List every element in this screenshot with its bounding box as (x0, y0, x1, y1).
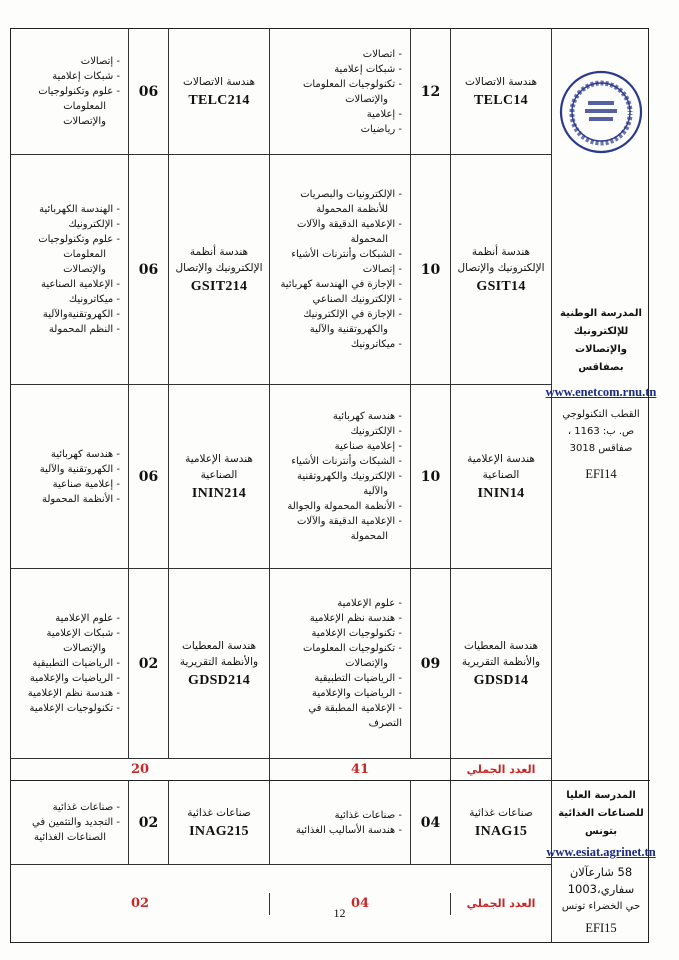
institution-url[interactable]: www.esiat.agrinet.tn (546, 845, 656, 859)
bullet-dash: - (395, 78, 402, 90)
specialty-code: GDSD214 (188, 673, 250, 688)
subject-text: هندسة نظم الإعلامية (27, 688, 114, 699)
list-item (274, 409, 402, 424)
bullet-dash: - (395, 673, 402, 684)
address-line: القطب التكنولوجي (562, 409, 640, 420)
bullet-dash: - (113, 673, 120, 684)
bullet-dash: - (395, 628, 402, 639)
places-count: 06 (128, 385, 168, 569)
specialty-name: هندسة المعطيات والأنظمة التقريرية (461, 640, 541, 668)
specialty (450, 569, 551, 759)
list-item (15, 686, 120, 701)
bullet-dash: - (113, 628, 120, 639)
places-count: 12 (410, 29, 450, 155)
bullet-dash: - (113, 493, 120, 505)
subject-text: المعلومات (63, 101, 106, 112)
bullet-dash: - (113, 71, 120, 82)
places-count: 10 (410, 155, 450, 385)
subject-text: الإلكترونيك والكهروتقنية (297, 471, 396, 482)
subject-text: علوم الإعلامية (337, 598, 396, 609)
bullet-dash: - (395, 63, 402, 75)
subject-text: الشبكات وأنترنات الأشياء (291, 249, 396, 260)
bullet-dash: - (395, 688, 402, 699)
subject-text: ميكاترونيك (68, 294, 114, 305)
subject-text: الإعلامية الصناعية (40, 279, 114, 290)
institution-name: المدرسة الوطنية للإلكترونيك والإتصالات بصفاقس (560, 308, 642, 373)
list-item (15, 815, 120, 830)
list-item (15, 626, 120, 641)
subject-text: هندسة الأساليب الغذائية (295, 824, 396, 836)
subject-text: علوم الإعلامية (55, 613, 114, 624)
list-item (1, 99, 120, 114)
specialty-name: هندسة أنظمة الإلكترونيك والإتصال (175, 246, 263, 274)
list-item (15, 492, 120, 507)
list-item (260, 92, 402, 107)
bullet-dash: - (113, 234, 120, 245)
subjects-list (11, 569, 128, 759)
subject-text: تكنولوجيات المعلومات (302, 78, 396, 90)
subjects-list (11, 781, 128, 865)
bullet-dash: - (395, 643, 402, 654)
subject-text: الكهروتقنية والآلية (39, 463, 114, 475)
bullet-dash: - (113, 279, 120, 290)
list-item (15, 69, 120, 84)
total-label: العدد الجملي (450, 893, 551, 915)
subject-text: والإتصالات (63, 116, 106, 127)
subject-text: رياضيات (360, 123, 396, 135)
list-item (274, 217, 402, 232)
subject-text: والإتصالات (345, 658, 388, 669)
bullet-dash: - (395, 339, 402, 350)
bullet-dash: - (395, 471, 402, 482)
subject-text: الأنظمة المحمولة (41, 493, 114, 505)
list-item (15, 232, 120, 247)
bullet-dash: - (113, 86, 120, 97)
subjects-list (11, 385, 128, 569)
subject-text: شبكات الإعلامية (46, 628, 114, 639)
bullet-dash: - (113, 448, 120, 460)
list-item (1, 262, 120, 277)
list-item (15, 322, 120, 337)
subject-text: والآلية (363, 486, 388, 497)
list-item (274, 596, 402, 611)
list-item (1, 114, 120, 129)
specialty (450, 29, 551, 155)
list-item (274, 122, 402, 137)
address-line: حي الخضراء تونس (561, 901, 641, 912)
specialty-code: INAG15 (474, 824, 528, 839)
subject-text: تكنولوجيات الإعلامية (311, 628, 396, 639)
list-item (274, 611, 402, 626)
specialty (450, 385, 551, 569)
subject-text: الأنظمة المحمولة والجوالة (287, 501, 396, 512)
institution-code: EFI14 (585, 467, 617, 481)
institution-enetcom (545, 29, 657, 781)
subject-text: النظم المحمولة (48, 324, 114, 335)
subject-text: الإلكترونيك (68, 219, 114, 230)
subject-text: إتصالات (362, 264, 396, 275)
bullet-dash: - (395, 264, 402, 275)
bullet-dash: - (395, 456, 402, 467)
bullet-dash: - (395, 426, 402, 437)
list-item (15, 447, 120, 462)
places-count: 02 (128, 781, 168, 865)
list-item (274, 187, 402, 202)
specialty-code: INAG215 (189, 824, 249, 839)
bullet-dash: - (113, 688, 120, 699)
subject-text: التجديد والتثمين في (32, 817, 114, 828)
list-item (274, 247, 402, 262)
list-item (15, 202, 120, 217)
list-item (260, 484, 402, 499)
institution-code: EFI15 (585, 921, 617, 935)
places-count: 09 (410, 569, 450, 759)
specialty-name: هندسة المعطيات والأنظمة التقريرية (179, 640, 259, 668)
specialty-name: هندسة الإعلامية الصناعية (185, 453, 253, 481)
list-item (274, 626, 402, 641)
subject-text: ميكاترونيك (350, 339, 396, 350)
list-item (15, 656, 120, 671)
bullet-dash: - (395, 219, 402, 230)
specialty-code: ININ14 (477, 486, 525, 501)
subjects-list (269, 29, 410, 155)
specialty (168, 781, 269, 865)
subject-text: والكهروتقنية والآلية (309, 324, 388, 335)
subject-text: شبكات إعلامية (52, 71, 114, 82)
subject-text: شبكات إعلامية (334, 63, 396, 75)
list-item (260, 529, 402, 544)
list-item (274, 514, 402, 529)
bullet-dash: - (395, 279, 402, 290)
list-item (274, 439, 402, 454)
subjects-list (269, 385, 410, 569)
subject-text: للأنظمة المحمولة (316, 204, 388, 215)
bullet-dash: - (113, 817, 120, 828)
list-item (274, 686, 402, 701)
list-item (15, 611, 120, 626)
list-item (274, 337, 402, 352)
subject-text: والإتصالات (345, 93, 388, 105)
bullet-dash: - (113, 802, 120, 813)
list-item (15, 671, 120, 686)
list-item (274, 307, 402, 322)
specialty-name: صناعات غذائية (187, 807, 251, 819)
bullet-dash: - (113, 204, 120, 215)
bullet-dash: - (395, 411, 402, 422)
bullet-dash: - (395, 441, 402, 452)
list-item (274, 469, 402, 484)
list-item (15, 307, 120, 322)
specialty (168, 569, 269, 759)
bullet-dash: - (395, 824, 402, 836)
subjects-list (269, 781, 410, 865)
bullet-dash: - (395, 108, 402, 120)
subject-text: الرياضيات التطبيقية (32, 658, 114, 669)
bullet-dash: - (113, 219, 120, 230)
list-item (1, 830, 120, 845)
subject-text: هندسة كهربائية (332, 411, 396, 422)
bullet-dash: - (113, 294, 120, 305)
list-item (274, 454, 402, 469)
list-item (15, 292, 120, 307)
subject-text: الإعلامية الدقيقة والآلات (296, 516, 396, 527)
subject-text: تكنولوجيات الإعلامية (29, 703, 114, 714)
total-label: العدد الجملي (450, 759, 551, 781)
specialty (168, 155, 269, 385)
bullet-dash: - (113, 703, 120, 714)
subject-text: إتصالات (80, 56, 114, 67)
list-item (15, 462, 120, 477)
subject-text: هندسة نظم الإعلامية (309, 613, 396, 624)
subject-text: والإتصالات (63, 643, 106, 654)
subjects-list (269, 569, 410, 759)
bullet-dash: - (395, 294, 402, 305)
subject-text: الإعلامية المطبقة في التصرف (308, 703, 402, 729)
list-item (274, 823, 402, 838)
bullet-dash: - (113, 309, 120, 320)
total-value-2: 02 (130, 896, 150, 911)
address-line: 58 شارعآلان سفاري،1003 (567, 865, 635, 896)
bullet-dash: - (113, 463, 120, 475)
places-count: 10 (410, 385, 450, 569)
specialty (450, 155, 551, 385)
institution-url[interactable]: www.enetcom.rnu.tn (545, 385, 657, 399)
list-item (274, 499, 402, 514)
bullet-dash: - (113, 56, 120, 67)
bullet-dash: - (113, 324, 120, 335)
bullet-dash: - (395, 501, 402, 512)
bullet-dash: - (395, 189, 402, 200)
bullet-dash: - (113, 613, 120, 624)
list-item (274, 641, 402, 656)
subject-text: الهندسة الكهربائية (39, 204, 114, 215)
list-item (274, 808, 402, 823)
list-item (15, 217, 120, 232)
specialty-code: GSIT214 (190, 279, 248, 294)
places-count: 02 (128, 569, 168, 759)
places-count: 04 (410, 781, 450, 865)
specialty-name: هندسة الإعلامية الصناعية (467, 453, 535, 481)
subject-text: الإلكترونيك (350, 426, 396, 437)
specialty-code: GSIT14 (476, 279, 526, 294)
list-item (15, 477, 120, 492)
subjects-list (11, 155, 128, 385)
specialty (168, 385, 269, 569)
subject-text: اتصالات (362, 48, 396, 60)
subject-text: إعلامية صناعية (334, 441, 396, 452)
list-item (15, 701, 120, 716)
bullet-dash: - (395, 598, 402, 609)
list-item (274, 292, 402, 307)
list-item (1, 641, 120, 656)
bullet-dash: - (395, 613, 402, 624)
subject-text: تكنولوجيات المعلومات (302, 643, 396, 654)
specialty-code: ININ214 (191, 486, 247, 501)
total-value-2: 20 (11, 759, 269, 781)
list-item (274, 424, 402, 439)
bullet-dash: - (395, 516, 402, 527)
list-item (15, 277, 120, 292)
specialty-code: GDSD14 (473, 673, 529, 688)
address-line: ص. ب: 1163 ، صفاقس 3018 (567, 426, 635, 454)
subjects-list (269, 155, 410, 385)
subject-text: الصناعات الغذائية (33, 832, 106, 843)
specialty (450, 781, 551, 865)
subject-text: المحمولة (350, 234, 388, 245)
subject-text: الإجازة في الإلكترونيك (303, 309, 396, 320)
list-item (260, 202, 402, 217)
list-item (274, 277, 402, 292)
subject-text: هندسة كهربائية (50, 448, 114, 460)
institution-name: المدرسة العليا للصناعات الغذائية بتونس (558, 790, 644, 837)
bullet-dash: - (113, 658, 120, 669)
list-item (260, 322, 402, 337)
subject-text: الشبكات وأنترنات الأشياء (291, 456, 396, 467)
list-item (260, 656, 402, 671)
subject-text: الرياضيات والإعلامية (311, 688, 396, 699)
specialty-name: هندسة الاتصالات (183, 76, 255, 88)
list-item (15, 84, 120, 99)
list-item (260, 232, 402, 247)
bullet-dash: - (395, 809, 402, 821)
subject-text: والإتصالات (63, 264, 106, 275)
subject-text: إعلامية (366, 108, 396, 120)
list-item (274, 47, 402, 62)
bullet-dash: - (395, 703, 402, 714)
specialty-name: هندسة الاتصالات (465, 76, 537, 88)
subject-text: صناعات غذائية (334, 809, 396, 821)
list-item (274, 701, 402, 731)
specialty (168, 29, 269, 155)
subject-text: إعلامية صناعية (52, 478, 114, 490)
total-value: 41 (269, 759, 450, 781)
subject-text: الإعلامية الدقيقة والآلات (296, 219, 396, 230)
specialty-name: هندسة أنظمة الإلكترونيك والإتصال (457, 246, 545, 274)
list-item (15, 54, 120, 69)
programs-table (10, 28, 657, 943)
subject-text: الإجازة في الهندسة كهربائية (280, 279, 396, 290)
subject-text: صناعات غذائية (52, 802, 114, 813)
subject-text: علوم وتكنولوجيات (38, 86, 114, 97)
bullet-dash: - (395, 48, 402, 60)
subject-text: المعلومات (63, 249, 106, 260)
bullet-dash: - (395, 123, 402, 135)
subject-text: الإلكترونيك الصناعي (312, 294, 396, 305)
bullet-dash: - (395, 309, 402, 320)
specialty-name: صناعات غذائية (469, 807, 533, 819)
total-value: 04 (269, 893, 450, 915)
list-item (274, 62, 402, 77)
specialty-code: TELC14 (474, 93, 528, 108)
subject-text: الكهروتقنيةوالآلية (42, 309, 114, 320)
bullet-dash: - (395, 249, 402, 260)
list-item (274, 77, 402, 92)
places-count: 06 (128, 155, 168, 385)
specialty-code: TELC214 (188, 93, 250, 108)
bullet-dash: - (113, 478, 120, 490)
list-item (1, 247, 120, 262)
places-count: 06 (128, 29, 168, 155)
list-item (274, 671, 402, 686)
subjects-list (11, 29, 128, 155)
page-number: 12 (333, 906, 346, 920)
subject-text: الرياضيات التطبيقية (314, 673, 396, 684)
subject-text: الإلكترونيات والبصريات (300, 189, 396, 200)
subject-text: علوم وتكنولوجيات (38, 234, 114, 245)
subject-text: الرياضيات والإعلامية (29, 673, 114, 684)
list-item (274, 262, 402, 277)
ministry-seal-icon (558, 69, 644, 155)
list-item (274, 107, 402, 122)
subject-text: المحمولة (350, 531, 388, 542)
list-item (15, 800, 120, 815)
